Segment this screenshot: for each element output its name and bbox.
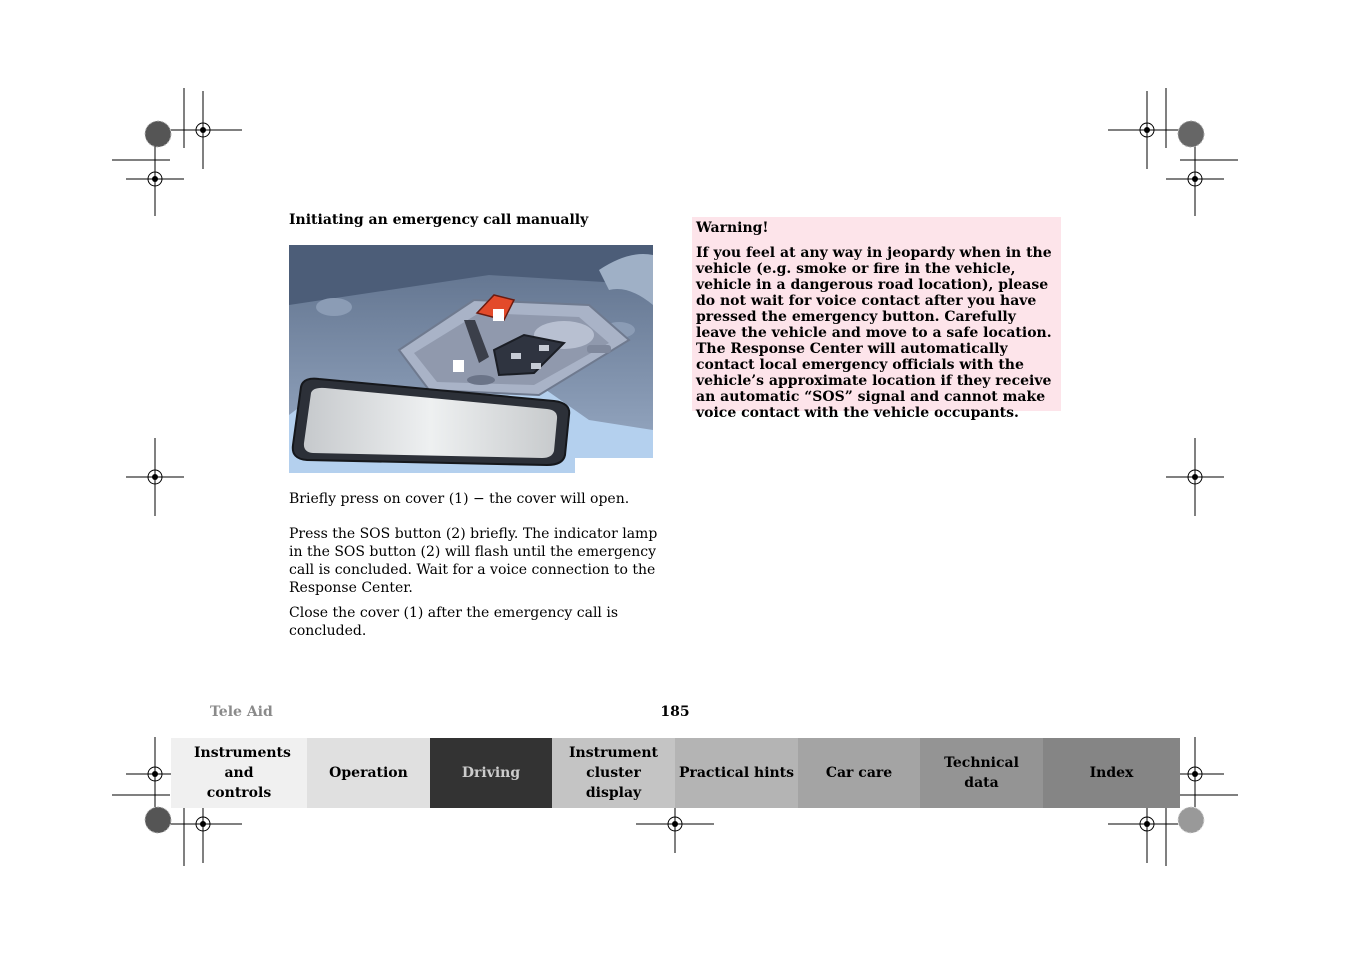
tab-label: Car care xyxy=(825,765,893,781)
page-number: 185 xyxy=(660,704,690,720)
overhead-panel-illustration xyxy=(289,245,653,473)
tab-label: Index xyxy=(1089,765,1134,781)
overhead-panel-drawing xyxy=(289,245,653,473)
warning-title: Warning! xyxy=(696,220,769,236)
warning-text: If you feel at any way in jeopardy when in the vehicle (e.g. smoke or fire in the vehicle, vehicle in a dangerous road location), please do not wait for voice contact after you have pressed the emergency button. Carefully leave the vehicle and move to a safe location. The Response Center will automatically contact local emergency officials with the vehicle’s approximate location if they receive an automatic “SOS” signal and cannot make voice contact with the vehicle occupants. xyxy=(696,245,1052,421)
tab-practical-hints[interactable] xyxy=(675,738,798,808)
instruction-paragraph: Press the SOS button (2) briefly. The indicator lamp in the SOS button (2) will flash until the emergency call is concluded. Wait for a voice connection to the Response Center. xyxy=(289,526,658,596)
tab-label: Operation xyxy=(329,765,408,781)
section-heading: Initiating an emergency call manually xyxy=(289,212,589,228)
instruction-paragraph: Briefly press on cover (1) − the cover will open. xyxy=(289,491,630,507)
tab-technical-data[interactable] xyxy=(920,738,1043,808)
tab-operation[interactable] xyxy=(307,738,430,808)
tab-index[interactable] xyxy=(1043,738,1180,808)
tab-label: Technical data xyxy=(944,755,1019,791)
tab-car-care[interactable] xyxy=(798,738,920,808)
tab-instruments-and-controls[interactable] xyxy=(171,738,307,808)
tab-label: Practical hints xyxy=(678,765,795,781)
tab-label: Instruments and controls xyxy=(194,745,291,801)
tab-label: Instrument cluster display xyxy=(569,745,658,801)
chapter-navigation xyxy=(171,738,1180,808)
tab-instrument-cluster-display[interactable] xyxy=(552,738,675,808)
instruction-paragraph: Close the cover (1) after the emergency call is concluded. xyxy=(289,605,619,639)
tab-label: Driving xyxy=(461,765,521,781)
warning-box xyxy=(692,217,1061,421)
footer-section-label: Tele Aid xyxy=(210,704,273,720)
tab-driving[interactable] xyxy=(430,738,552,808)
